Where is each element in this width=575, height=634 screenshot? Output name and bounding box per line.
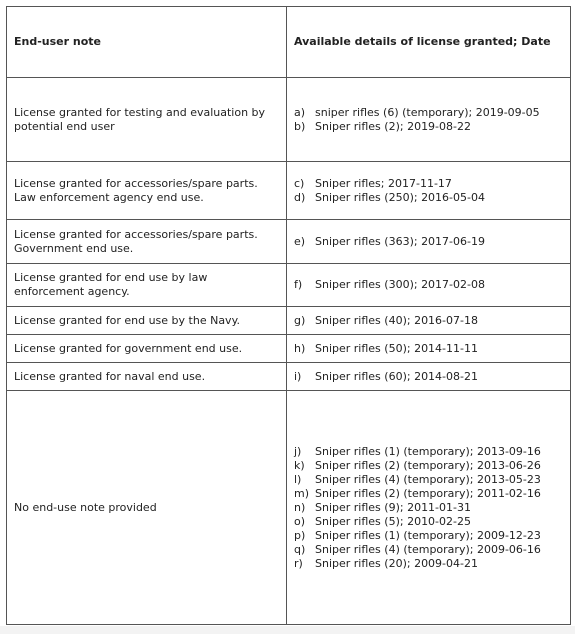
item-marker: d) <box>294 190 306 204</box>
license-details-cell <box>287 220 571 264</box>
table-row <box>7 307 571 335</box>
license-item <box>294 278 563 292</box>
table-row <box>7 162 571 220</box>
item-text: Sniper rifles (4) (temporary); 2013-05-23 <box>315 472 541 486</box>
license-item <box>294 557 563 571</box>
item-text: Sniper rifles; 2017-11-17 <box>315 176 452 190</box>
item-text: Sniper rifles (20); 2009-04-21 <box>315 556 478 570</box>
item-marker: j) <box>294 444 302 458</box>
item-text: Sniper rifles (40); 2016-07-18 <box>315 313 478 327</box>
item-marker: f) <box>294 278 303 291</box>
header-end-user-note: End-user note <box>7 7 287 78</box>
end-user-note-cell: License granted for accessories/spare parts. Law enforcement agency end use. <box>7 162 287 220</box>
table-row <box>7 264 571 307</box>
item-text: Sniper rifles (9); 2011-01-31 <box>315 500 471 514</box>
item-marker: b) <box>294 119 306 133</box>
license-item <box>294 487 563 501</box>
item-marker: g) <box>294 313 306 327</box>
license-item <box>294 501 563 515</box>
table-row <box>7 78 571 162</box>
table-row <box>7 363 571 391</box>
item-text: Sniper rifles (60); 2014-08-21 <box>315 369 478 383</box>
header-license-details: Available details of license granted; Date <box>287 7 571 78</box>
license-item <box>294 106 563 120</box>
end-user-note-cell: License granted for end use by the Navy. <box>7 307 287 335</box>
item-text: Sniper rifles (250); 2016-05-04 <box>315 190 485 204</box>
item-marker: p) <box>294 528 306 542</box>
license-item <box>294 314 563 328</box>
item-text: Sniper rifles (5); 2010-02-25 <box>315 514 471 528</box>
license-item <box>294 473 563 487</box>
header-row <box>7 7 571 78</box>
item-marker: o) <box>294 514 306 528</box>
item-marker: h) <box>294 341 306 355</box>
license-table <box>6 6 571 625</box>
item-marker: a) <box>294 105 306 119</box>
item-text: sniper rifles (6) (temporary); 2019-09-05 <box>315 105 540 119</box>
end-user-note-cell: License granted for testing and evaluation by potential end user <box>7 78 287 162</box>
license-item <box>294 235 563 249</box>
license-details-cell <box>287 264 571 307</box>
table-row <box>7 335 571 363</box>
end-user-note-cell: License granted for end use by law enforcement agency. <box>7 264 287 307</box>
item-text: Sniper rifles (2); 2019-08-22 <box>315 119 471 133</box>
license-details-cell <box>287 363 571 391</box>
item-marker: k) <box>294 458 305 472</box>
license-item <box>294 445 563 459</box>
item-marker: l) <box>294 472 302 486</box>
item-marker: i) <box>294 369 302 383</box>
license-details-cell <box>287 335 571 363</box>
table-row <box>7 220 571 264</box>
end-user-note-cell: No end-use note provided <box>7 391 287 625</box>
end-user-note-cell: License granted for accessories/spare parts. Government end use. <box>7 220 287 264</box>
license-item <box>294 120 563 134</box>
license-item <box>294 543 563 557</box>
item-text: Sniper rifles (2) (temporary); 2011-02-16 <box>315 486 541 500</box>
end-user-note-cell: License granted for naval end use. <box>7 363 287 391</box>
license-item <box>294 191 563 205</box>
license-details-cell <box>287 307 571 335</box>
license-item <box>294 459 563 473</box>
item-marker: r) <box>294 556 303 570</box>
item-text: Sniper rifles (1) (temporary); 2009-12-23 <box>315 528 541 542</box>
license-details-cell <box>287 391 571 625</box>
item-text: Sniper rifles (363); 2017-06-19 <box>315 234 485 248</box>
end-user-note-cell: License granted for government end use. <box>7 335 287 363</box>
license-item <box>294 515 563 529</box>
license-item <box>294 370 563 384</box>
item-text: Sniper rifles (300); 2017-02-08 <box>315 278 485 291</box>
license-item <box>294 342 563 356</box>
item-text: Sniper rifles (50); 2014-11-11 <box>315 341 478 355</box>
license-item <box>294 529 563 543</box>
item-marker: q) <box>294 542 306 556</box>
item-text: Sniper rifles (2) (temporary); 2013-06-26 <box>315 458 541 472</box>
item-text: Sniper rifles (4) (temporary); 2009-06-16 <box>315 542 541 556</box>
item-marker: e) <box>294 234 306 248</box>
license-details-cell <box>287 162 571 220</box>
table-row <box>7 391 571 625</box>
item-marker: c) <box>294 176 305 190</box>
item-marker: n) <box>294 500 306 514</box>
item-text: Sniper rifles (1) (temporary); 2013-09-16 <box>315 444 541 458</box>
item-marker: m) <box>294 486 310 500</box>
license-details-cell <box>287 78 571 162</box>
license-item <box>294 177 563 191</box>
